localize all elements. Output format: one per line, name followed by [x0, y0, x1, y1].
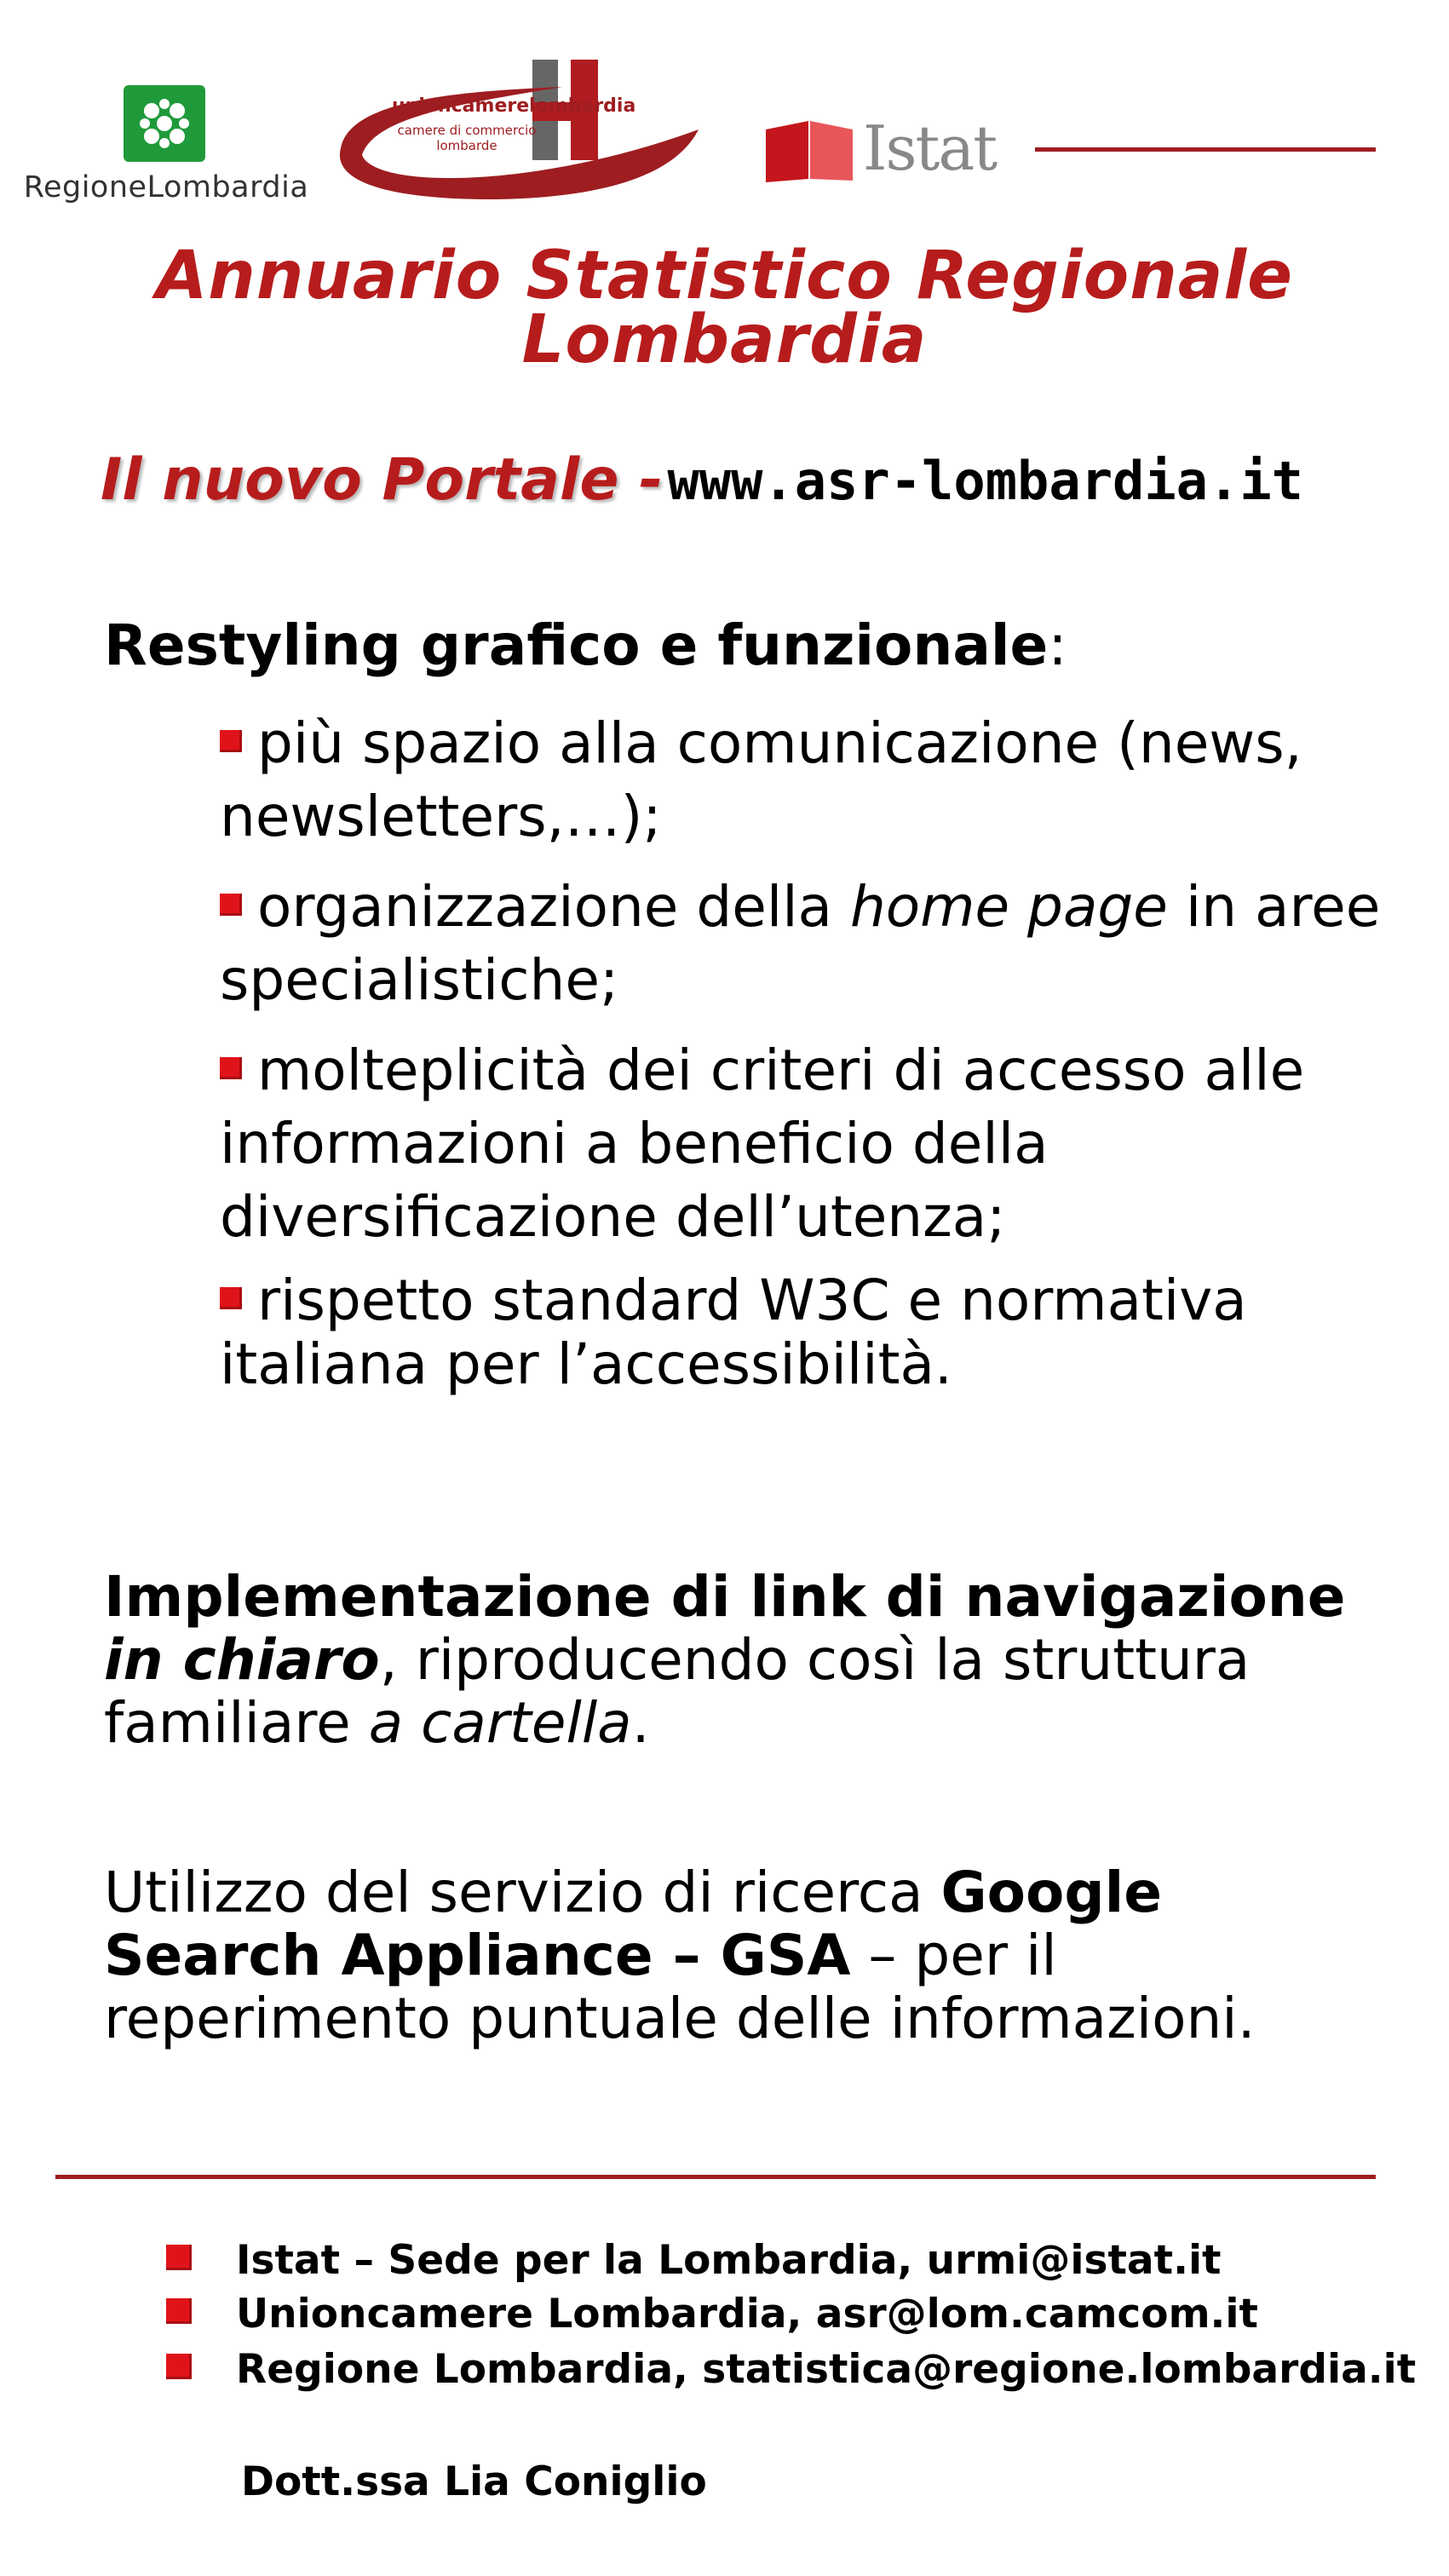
header-divider	[1035, 147, 1376, 152]
bullet-text: rispetto standard W3C e normativa italiana per l’accessibilità.	[220, 1268, 1247, 1397]
gsa-rest: – per il reperimento puntuale delle informazioni.	[104, 1922, 1256, 2051]
gsa-paragraph	[104, 1861, 1399, 2050]
bullet-square-icon	[166, 2245, 192, 2270]
links-end: .	[631, 1689, 650, 1756]
links-rest: , riproducendo così la struttura familiare	[104, 1626, 1251, 1756]
links-bold: Implementazione di link di navigazione	[104, 1564, 1346, 1630]
restyling-bullet	[220, 1269, 1395, 1396]
istat-name: Istat	[863, 112, 997, 184]
istat-logo	[762, 112, 997, 189]
bullet-square-icon	[220, 894, 242, 916]
restyling-heading-colon: :	[1048, 612, 1067, 678]
links-italic: a cartella	[368, 1689, 632, 1756]
contact-text: Istat – Sede per la Lombardia, urmi@istat.it	[236, 2237, 1222, 2284]
portal-label: Il nuovo Portale -	[101, 446, 664, 514]
bullet-square-icon	[166, 2298, 192, 2324]
bullet-square-icon	[166, 2354, 192, 2379]
bullet-square-icon	[220, 1057, 242, 1079]
links-bold-italic: in chiaro	[104, 1626, 380, 1693]
signature: Dott.ssa Lia Coniglio	[241, 2458, 707, 2505]
footer-divider	[55, 2175, 1376, 2179]
links-paragraph	[104, 1566, 1382, 1755]
bullet-square-icon	[220, 730, 242, 752]
contact-item	[166, 2291, 1258, 2337]
restyling-heading-text: Restyling grafico e funzionale	[104, 612, 1049, 678]
restyling-heading	[104, 613, 1067, 679]
restyling-bullet	[220, 1034, 1395, 1253]
contact-text: Unioncamere Lombardia, asr@lom.camcom.it	[236, 2291, 1258, 2337]
contact-text: Regione Lombardia, statistica@regione.lombardia.it	[236, 2346, 1417, 2393]
contact-item	[166, 2346, 1417, 2393]
bullet-text: organizzazione della	[257, 874, 850, 940]
gsa-bold: Google Search Appliance – GSA	[104, 1860, 1162, 1988]
bullet-text: più spazio alla comunicazione (news, newsletters,…);	[220, 710, 1302, 849]
regione-lombardia-logo	[9, 77, 315, 204]
unioncamere-name: unioncamerelombardia	[392, 95, 636, 117]
contact-item	[166, 2237, 1222, 2284]
portal-line	[101, 446, 1303, 514]
unioncamere-lombardia-logo	[324, 53, 716, 206]
bullet-italic-text: home page	[849, 874, 1168, 940]
portal-url-link[interactable]: www.asr-lombardia.it	[667, 450, 1303, 512]
bullet-square-icon	[220, 1287, 242, 1309]
regione-lombardia-name: RegioneLombardia	[23, 170, 309, 204]
bullet-text: in aree specialistiche;	[220, 874, 1381, 1013]
gsa-start: Utilizzo del servizio di ricerca	[104, 1860, 941, 1925]
regione-lombardia-rose-icon	[124, 85, 205, 162]
restyling-bullet	[220, 707, 1395, 854]
bullet-text: molteplicità dei criteri di accesso alle informazioni a beneficio della diversificazione dell’utenza;	[220, 1038, 1305, 1250]
istat-flag-icon	[762, 118, 856, 184]
restyling-bullet	[220, 871, 1395, 1017]
unioncamere-subtitle: camere di commercio lombarde	[397, 123, 537, 153]
page-title-line2: Lombardia	[521, 302, 928, 378]
page-title-line1: Annuario Statistico Regionale	[155, 238, 1294, 314]
